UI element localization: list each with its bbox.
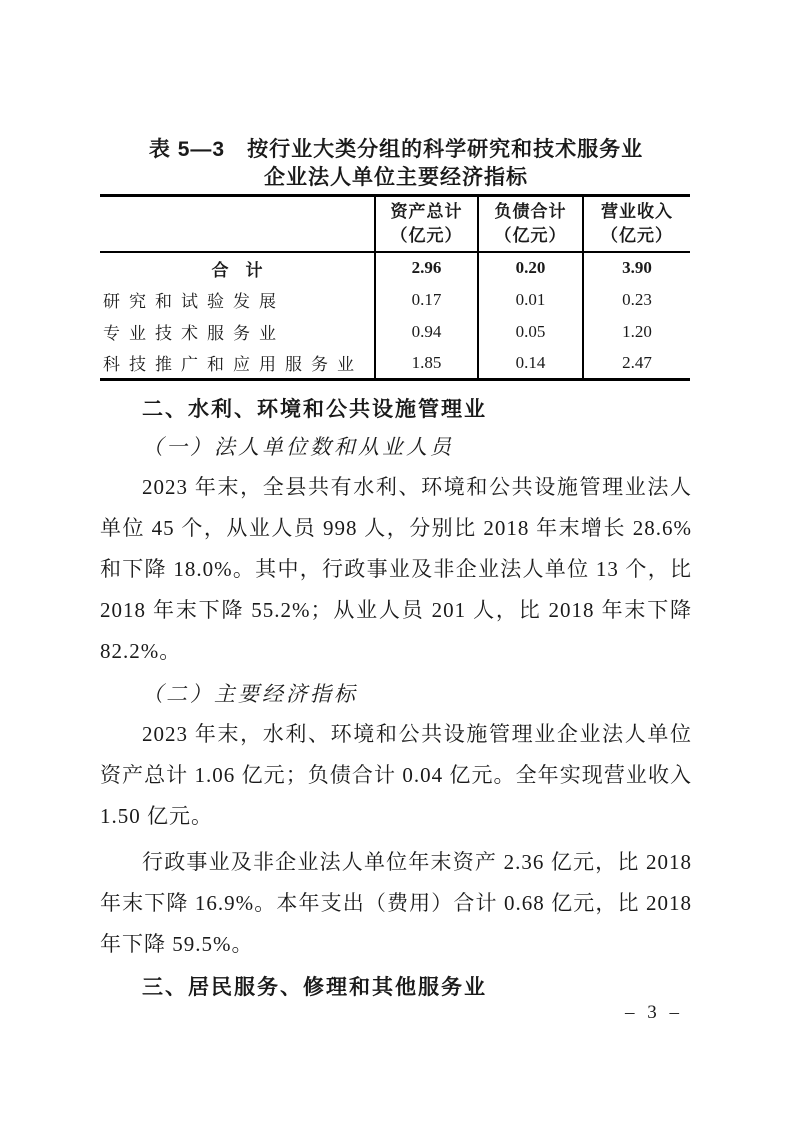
table-row <box>100 284 690 316</box>
paragraph-legal-units: 2023 年末，全县共有水利、环境和公共设施管理业法人单位 45 个，从业人员 998 人，分别比 2018 年末增长 28.6%和下降 18.0%。其中，行政事业及非企业法人单位 13 个，比 2018 年末下降 55.2%；从业人员 201 人，比 2018 年末下降 82.2%。 <box>100 475 692 663</box>
page-content <box>100 0 692 1003</box>
table-row <box>100 348 690 380</box>
cell-value: 0.20 <box>478 252 583 284</box>
table-title-line1: 表 5—3 按行业大类分组的科学研究和技术服务业 <box>148 138 644 161</box>
header-cell-empty <box>100 196 375 252</box>
sub-heading-legal-units: （一）法人单位数和从业人员 <box>142 435 454 459</box>
page-number: – 3 – <box>625 1002 683 1023</box>
paragraph-economic-indicators: 2023 年末，水利、环境和公共设施管理业企业法人单位资产总计 1.06 亿元；负债合计 0.04 亿元。全年实现营业收入 1.50 亿元。 <box>100 722 692 828</box>
table-row <box>100 316 690 348</box>
cell-value: 0.14 <box>478 348 583 380</box>
cell-value: 1.20 <box>622 321 652 341</box>
cell-value: 2.47 <box>622 352 652 372</box>
sub-heading-economic-indicators: （二）主要经济指标 <box>142 682 358 706</box>
column-label: 资产总计 <box>390 201 463 221</box>
column-label: 营业收入 <box>601 201 673 221</box>
economic-indicators-table <box>100 194 690 381</box>
header-cell-assets <box>375 196 478 252</box>
section-heading-water-environment: 二、水利、环境和公共设施管理业 <box>142 398 487 421</box>
row-label: 研究和试验发展 <box>100 284 375 316</box>
column-label: 负债合计 <box>494 201 567 221</box>
header-cell-liabilities <box>478 196 583 252</box>
cell-value: 0.17 <box>375 284 478 316</box>
section-heading-resident-services: 三、居民服务、修理和其他服务业 <box>142 976 487 999</box>
cell-value: 0.94 <box>375 316 478 348</box>
row-label: 专业技术服务业 <box>100 316 375 348</box>
cell-value: 0.23 <box>622 289 652 309</box>
table-row-total <box>100 252 690 284</box>
row-label: 合 计 <box>100 252 375 284</box>
table-header-row <box>100 196 690 252</box>
cell-value: 1.85 <box>375 348 478 380</box>
column-unit: （亿元） <box>390 225 463 245</box>
cell-value: 2.96 <box>375 252 478 284</box>
cell-value: 3.90 <box>622 258 652 277</box>
cell-value: 0.01 <box>478 284 583 316</box>
paragraph-admin-units: 行政事业及非企业法人单位年末资产 2.36 亿元，比 2018 年末下降 16.9%。本年支出（费用）合计 0.68 亿元，比 2018 年下降 59.5%。 <box>100 850 692 956</box>
cell-value: 0.05 <box>478 316 583 348</box>
table-title-line2: 企业法人单位主要经济指标 <box>264 166 528 189</box>
table-title <box>100 0 692 192</box>
header-cell-revenue <box>583 196 690 252</box>
column-unit: （亿元） <box>494 225 567 245</box>
row-label: 科技推广和应用服务业 <box>100 348 375 380</box>
column-unit: （亿元） <box>601 225 673 245</box>
